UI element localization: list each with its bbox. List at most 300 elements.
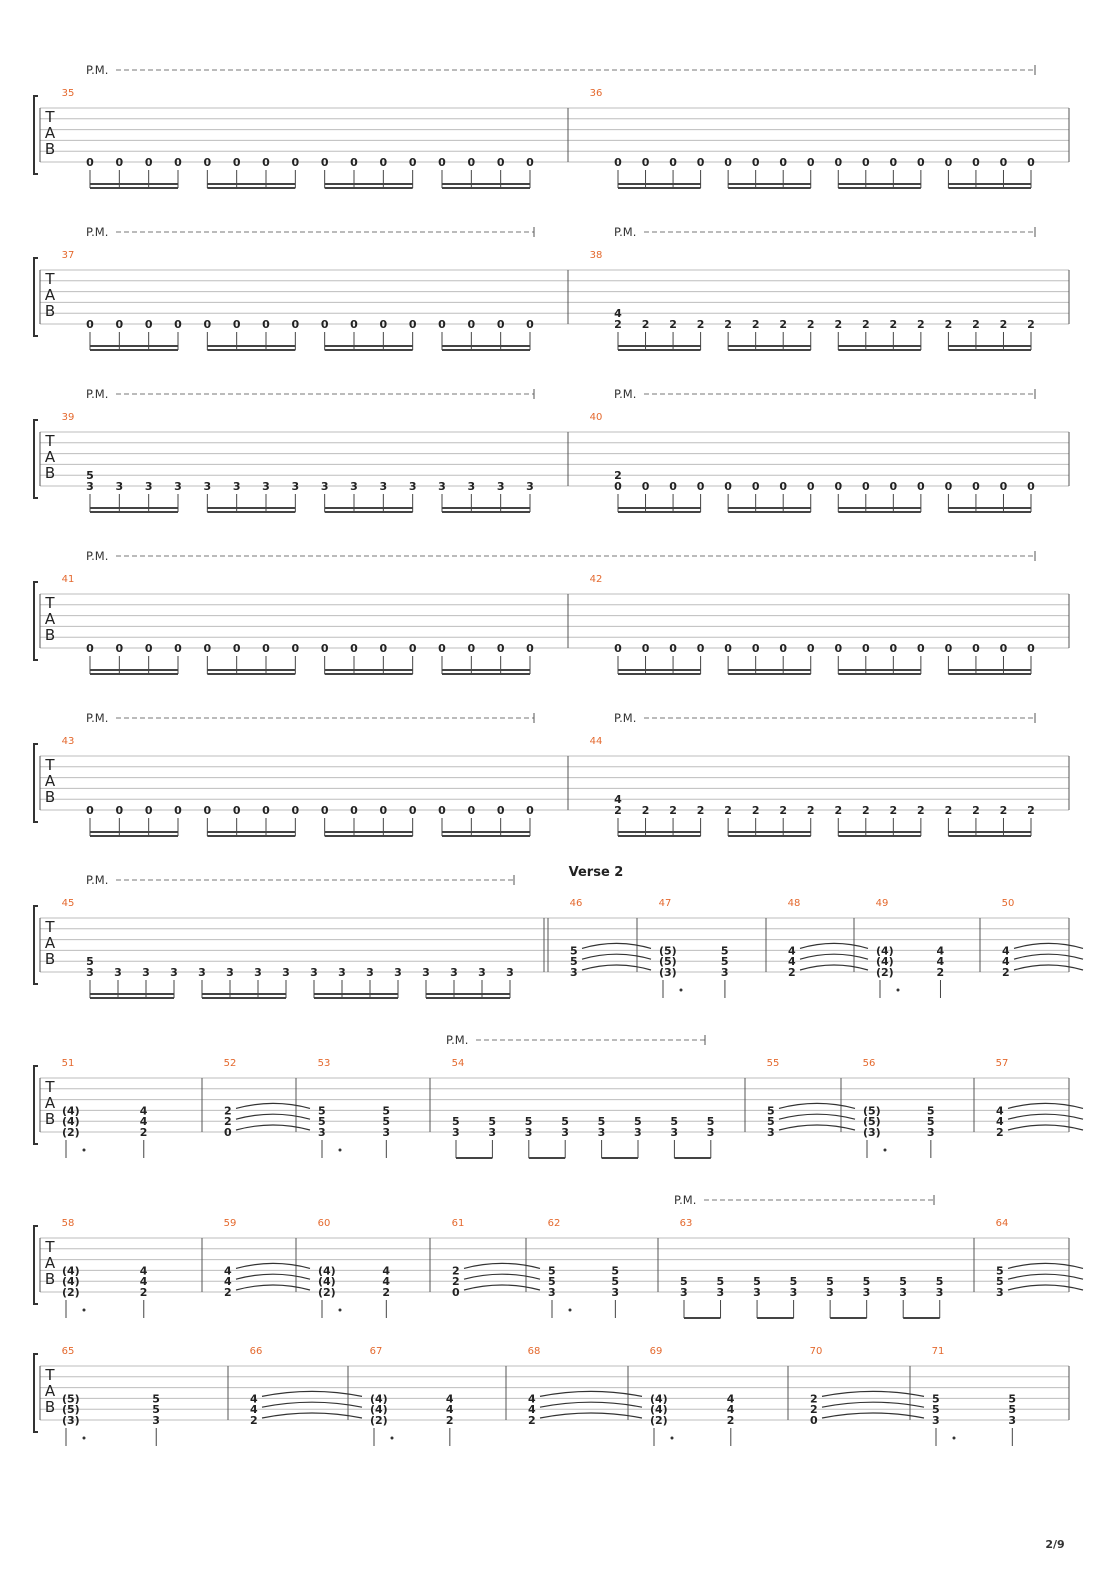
fret-number: 0 xyxy=(779,156,788,169)
palm-mute-label: P.M. xyxy=(86,873,109,887)
fret-number: 4 xyxy=(788,955,796,969)
fret-number: 2 xyxy=(726,1414,735,1427)
fret-number: 0 xyxy=(291,642,300,655)
fret-number: (2) xyxy=(62,1286,80,1299)
fret-number: 0 xyxy=(999,156,1008,169)
fret-number: 0 xyxy=(203,804,212,817)
fret-number: 3 xyxy=(1008,1414,1016,1427)
tab-clef-letter: A xyxy=(44,448,56,466)
bar-number: 46 xyxy=(569,898,583,909)
fret-number: 0 xyxy=(834,642,843,655)
fret-number: 0 xyxy=(696,642,705,655)
fret-number: 0 xyxy=(526,156,534,169)
fret-number: 4 xyxy=(224,1264,232,1278)
fret-number: 3 xyxy=(753,1286,761,1299)
fret-number: 4 xyxy=(139,1115,148,1129)
fret-number: 0 xyxy=(86,318,94,331)
fret-number: 0 xyxy=(262,156,270,169)
fret-number: 0 xyxy=(232,642,241,655)
fret-number: 5 xyxy=(767,1115,775,1129)
tab-clef-letter: T xyxy=(45,1238,55,1256)
palm-mute-label: P.M. xyxy=(86,387,109,401)
fret-number: 0 xyxy=(806,156,815,169)
fret-number: 0 xyxy=(779,480,788,493)
tie-arc xyxy=(582,954,651,959)
fret-number: 3 xyxy=(996,1286,1004,1299)
fret-number: 0 xyxy=(641,480,650,493)
fret-number: 5 xyxy=(548,1264,556,1278)
fret-number: 3 xyxy=(114,966,122,979)
bar-number: 42 xyxy=(589,574,603,585)
tab-clef-letter: A xyxy=(44,934,56,952)
fret-number: 2 xyxy=(641,318,650,331)
fret-number: (2) xyxy=(876,966,894,979)
page-number: 2/9 xyxy=(1045,1538,1065,1551)
fret-number: 3 xyxy=(670,1126,679,1139)
fret-number: 2 xyxy=(250,1414,258,1427)
tab-clef-letter: B xyxy=(44,1270,56,1288)
tab-clef-letter: A xyxy=(44,1254,56,1272)
fret-number: 5 xyxy=(318,1104,326,1118)
fret-number: 5 xyxy=(926,1104,935,1118)
fret-number: 5 xyxy=(634,1115,642,1129)
bar-number: 36 xyxy=(589,88,603,99)
fret-number: 0 xyxy=(144,804,153,817)
bar-number: 57 xyxy=(995,1058,1009,1069)
fret-number: 5 xyxy=(767,1104,775,1118)
tie-arc xyxy=(582,965,651,970)
dot xyxy=(671,1437,674,1440)
fret-number: 0 xyxy=(224,1126,232,1139)
bar-number: 48 xyxy=(787,898,801,909)
fret-number: 0 xyxy=(350,642,358,655)
fret-number: 3 xyxy=(382,1126,390,1139)
tab-clef-letter: T xyxy=(45,918,55,936)
tab-clef-letter: B xyxy=(44,302,56,320)
fret-number: 4 xyxy=(726,1392,735,1406)
bar-number: 35 xyxy=(61,88,75,99)
fret-number: 0 xyxy=(379,804,388,817)
fret-number: 2 xyxy=(944,804,953,817)
fret-number: 4 xyxy=(996,1104,1004,1118)
fret-number: 5 xyxy=(597,1115,606,1129)
fret-number: 0 xyxy=(438,318,446,331)
fret-number: 0 xyxy=(917,642,925,655)
fret-number: 5 xyxy=(753,1275,761,1289)
fret-number: 2 xyxy=(724,804,732,817)
system-bracket xyxy=(34,96,38,174)
fret-number: (4) xyxy=(62,1104,80,1118)
tie-arc xyxy=(800,965,868,970)
fret-number: 0 xyxy=(174,642,182,655)
fret-number: 0 xyxy=(496,804,505,817)
fret-number: 0 xyxy=(262,318,270,331)
tie-arc xyxy=(1008,1114,1083,1119)
fret-number: 5 xyxy=(382,1104,390,1118)
fret-number: 4 xyxy=(139,1264,148,1278)
fret-number: 2 xyxy=(528,1414,536,1427)
fret-number: 0 xyxy=(972,480,980,493)
fret-number: 3 xyxy=(86,480,94,493)
fret-number: 0 xyxy=(496,156,505,169)
fret-number: 3 xyxy=(716,1286,725,1299)
fret-number: 0 xyxy=(944,156,953,169)
fret-number: 3 xyxy=(226,966,234,979)
system-bracket xyxy=(34,582,38,660)
fret-number: 5 xyxy=(1008,1403,1016,1417)
tie-arc xyxy=(236,1263,310,1268)
tie-arc xyxy=(1014,965,1083,970)
fret-number: 3 xyxy=(634,1126,642,1139)
fret-number: (4) xyxy=(650,1403,668,1417)
bar-number: 55 xyxy=(766,1058,780,1069)
fret-number: 2 xyxy=(751,318,760,331)
fret-number: (5) xyxy=(62,1392,80,1406)
fret-number: (3) xyxy=(659,966,677,979)
fret-number: 0 xyxy=(496,318,505,331)
tie-arc xyxy=(540,1391,642,1396)
tab-clef-letter: T xyxy=(45,756,55,774)
fret-number: 3 xyxy=(366,966,374,979)
fret-number: 2 xyxy=(806,318,815,331)
fret-number: 2 xyxy=(917,804,925,817)
fret-number: 3 xyxy=(144,480,153,493)
fret-number: 3 xyxy=(597,1126,606,1139)
fret-number: 0 xyxy=(806,480,815,493)
dot xyxy=(83,1437,86,1440)
fret-number: 5 xyxy=(826,1275,834,1289)
fret-number: 2 xyxy=(1027,318,1035,331)
fret-number: 2 xyxy=(452,1264,460,1278)
fret-number: 0 xyxy=(751,642,760,655)
fret-number: 0 xyxy=(751,156,760,169)
fret-number: 2 xyxy=(779,318,788,331)
bar-number: 51 xyxy=(61,1058,75,1069)
fret-number: 0 xyxy=(408,318,417,331)
bar-number: 50 xyxy=(1001,898,1015,909)
system-bracket xyxy=(34,1226,38,1304)
fret-number: 0 xyxy=(526,318,534,331)
fret-number: 0 xyxy=(174,804,182,817)
fret-number: 0 xyxy=(467,804,476,817)
fret-number: 4 xyxy=(250,1403,258,1417)
bar-number: 44 xyxy=(589,736,603,747)
fret-number: 2 xyxy=(614,318,622,331)
dot xyxy=(339,1309,342,1312)
fret-number: 5 xyxy=(680,1275,688,1289)
fret-number: 0 xyxy=(467,642,476,655)
fret-number: 0 xyxy=(438,642,446,655)
fret-number: 0 xyxy=(438,156,446,169)
dot xyxy=(83,1149,86,1152)
fret-number: 0 xyxy=(86,156,94,169)
dot xyxy=(953,1437,956,1440)
fret-number: 4 xyxy=(1002,944,1010,958)
fret-number: 0 xyxy=(115,318,124,331)
fret-number: (4) xyxy=(62,1264,80,1278)
fret-number: 4 xyxy=(726,1403,735,1417)
dot xyxy=(83,1309,86,1312)
fret-number: 0 xyxy=(724,642,732,655)
fret-number: 0 xyxy=(203,318,212,331)
fret-number: 2 xyxy=(696,318,705,331)
fret-number: 3 xyxy=(706,1126,715,1139)
fret-number: 3 xyxy=(152,1414,160,1427)
tie-arc xyxy=(236,1285,310,1290)
section-label: Verse 2 xyxy=(568,865,624,880)
fret-number: 0 xyxy=(379,318,388,331)
fret-number: 2 xyxy=(382,1286,390,1299)
fret-number: 5 xyxy=(996,1275,1004,1289)
fret-number: 3 xyxy=(524,1126,533,1139)
bar-number: 69 xyxy=(649,1346,663,1357)
fret-number: 2 xyxy=(696,804,705,817)
fret-number: 0 xyxy=(144,318,153,331)
fret-number: 2 xyxy=(788,966,796,979)
palm-mute-label: P.M. xyxy=(614,711,637,725)
fret-number: 5 xyxy=(899,1275,907,1289)
dot xyxy=(339,1149,342,1152)
fret-number: 2 xyxy=(445,1414,454,1427)
fret-number: 4 xyxy=(788,944,796,958)
fret-number: 0 xyxy=(115,804,124,817)
fret-number: 2 xyxy=(889,804,898,817)
fret-number: 3 xyxy=(310,966,318,979)
fret-number: 0 xyxy=(496,642,505,655)
tab-clef-letter: B xyxy=(44,464,56,482)
tie-arc xyxy=(822,1391,924,1396)
bar-number: 45 xyxy=(61,898,75,909)
palm-mute-label: P.M. xyxy=(614,387,637,401)
system-bracket xyxy=(34,744,38,822)
fret-number: 0 xyxy=(115,156,124,169)
fret-number: 0 xyxy=(86,642,94,655)
fret-number: 4 xyxy=(996,1115,1004,1129)
fret-number: 2 xyxy=(1002,966,1010,979)
fret-number: 2 xyxy=(861,804,870,817)
fret-number: 2 xyxy=(224,1286,232,1299)
fret-number: 3 xyxy=(262,480,270,493)
fret-number: 3 xyxy=(926,1126,935,1139)
fret-number: 3 xyxy=(450,966,458,979)
tie-arc xyxy=(822,1413,924,1418)
tab-clef-letter: B xyxy=(44,1398,56,1416)
fret-number: 0 xyxy=(350,156,358,169)
fret-number: 5 xyxy=(670,1115,679,1129)
tie-arc xyxy=(262,1402,362,1407)
fret-number: 5 xyxy=(318,1115,326,1129)
tie-arc xyxy=(800,954,868,959)
fret-number: 3 xyxy=(789,1286,798,1299)
fret-number: 0 xyxy=(751,480,760,493)
fret-number: 3 xyxy=(115,480,124,493)
tie-arc xyxy=(540,1413,642,1418)
tab-clef-letter: T xyxy=(45,1366,55,1384)
fret-number: (3) xyxy=(62,1414,80,1427)
tie-arc xyxy=(800,943,868,948)
fret-number: 0 xyxy=(889,642,898,655)
fret-number: 4 xyxy=(382,1264,390,1278)
fret-number: 2 xyxy=(917,318,925,331)
bar-number: 62 xyxy=(547,1218,561,1229)
fret-number: 2 xyxy=(224,1104,232,1118)
tab-clef-letter: B xyxy=(44,626,56,644)
bar-number: 53 xyxy=(317,1058,331,1069)
bar-number: 68 xyxy=(527,1346,541,1357)
fret-number: 2 xyxy=(139,1286,148,1299)
tie-arc xyxy=(464,1274,540,1279)
fret-number: 2 xyxy=(972,318,980,331)
fret-number: 5 xyxy=(926,1115,935,1129)
fret-number: 0 xyxy=(438,804,446,817)
fret-number: 0 xyxy=(320,642,329,655)
fret-number: (5) xyxy=(659,955,677,969)
fret-number: 0 xyxy=(834,480,843,493)
system-bracket xyxy=(34,1066,38,1144)
bar-number: 60 xyxy=(317,1218,331,1229)
fret-number: 2 xyxy=(999,804,1008,817)
fret-number: 2 xyxy=(936,966,945,979)
bar-number: 71 xyxy=(931,1346,945,1357)
fret-number: (5) xyxy=(863,1104,881,1118)
tab-clef-letter: B xyxy=(44,788,56,806)
fret-number: 3 xyxy=(174,480,182,493)
fret-number: 0 xyxy=(696,480,705,493)
fret-number: 4 xyxy=(445,1392,454,1406)
fret-number: 5 xyxy=(611,1264,620,1278)
fret-number: 3 xyxy=(526,480,534,493)
fret-number: 0 xyxy=(834,156,843,169)
fret-number: 2 xyxy=(889,318,898,331)
dot xyxy=(569,1309,572,1312)
fret-number: 5 xyxy=(86,469,94,482)
bar-number: 59 xyxy=(223,1218,237,1229)
fret-number: 2 xyxy=(751,804,760,817)
dot xyxy=(391,1437,394,1440)
fret-number: 0 xyxy=(1027,156,1035,169)
fret-number: 5 xyxy=(935,1275,944,1289)
fret-number: 0 xyxy=(467,318,476,331)
fret-number: 4 xyxy=(1002,955,1010,969)
fret-number: 4 xyxy=(139,1275,148,1289)
fret-number: 0 xyxy=(999,642,1008,655)
fret-number: 5 xyxy=(152,1403,160,1417)
tab-clef-letter: T xyxy=(45,270,55,288)
fret-number: 2 xyxy=(999,318,1008,331)
fret-number: 3 xyxy=(379,480,388,493)
fret-number: (4) xyxy=(318,1275,336,1289)
fret-number: 0 xyxy=(1027,642,1035,655)
fret-number: 0 xyxy=(669,156,677,169)
fret-number: 0 xyxy=(1027,480,1035,493)
fret-number: 0 xyxy=(174,318,182,331)
fret-number: (2) xyxy=(318,1286,336,1299)
fret-number: 0 xyxy=(641,156,650,169)
fret-number: 0 xyxy=(144,156,153,169)
bar-number: 61 xyxy=(451,1218,465,1229)
fret-number: 3 xyxy=(203,480,212,493)
fret-number: 0 xyxy=(972,642,980,655)
fret-number: 3 xyxy=(767,1126,775,1139)
fret-number: 0 xyxy=(861,642,870,655)
fret-number: (4) xyxy=(650,1392,668,1406)
tie-arc xyxy=(1014,943,1083,948)
fret-number: 3 xyxy=(452,1126,460,1139)
tab-clef-letter: T xyxy=(45,1078,55,1096)
fret-number: (2) xyxy=(370,1414,388,1427)
fret-number: 0 xyxy=(291,804,300,817)
fret-number: 0 xyxy=(641,642,650,655)
fret-number: 0 xyxy=(452,1286,460,1299)
fret-number: 0 xyxy=(724,156,732,169)
fret-number: 2 xyxy=(641,804,650,817)
fret-number: 3 xyxy=(932,1414,940,1427)
fret-number: 0 xyxy=(944,642,953,655)
fret-number: 5 xyxy=(862,1275,871,1289)
tie-arc xyxy=(822,1402,924,1407)
fret-number: 5 xyxy=(488,1115,497,1129)
fret-number: 0 xyxy=(408,804,417,817)
fret-number: 0 xyxy=(350,804,358,817)
tab-clef-letter: B xyxy=(44,950,56,968)
fret-number: 4 xyxy=(382,1275,390,1289)
system-bracket xyxy=(34,1354,38,1432)
bar-number: 70 xyxy=(809,1346,823,1357)
fret-number: 0 xyxy=(810,1414,818,1427)
fret-number: 0 xyxy=(526,804,534,817)
tie-arc xyxy=(464,1285,540,1290)
fret-number: 3 xyxy=(291,480,300,493)
fret-number: 0 xyxy=(889,480,898,493)
fret-number: (3) xyxy=(863,1126,881,1139)
fret-number: 3 xyxy=(320,480,329,493)
system-bracket xyxy=(34,420,38,498)
fret-number: (4) xyxy=(370,1392,388,1406)
fret-number: 0 xyxy=(86,804,94,817)
palm-mute-label: P.M. xyxy=(86,225,109,239)
fret-number: 3 xyxy=(611,1286,620,1299)
tie-arc xyxy=(1014,954,1083,959)
tab-clef-letter: A xyxy=(44,286,56,304)
fret-number: 0 xyxy=(696,156,705,169)
tab-clef-letter: B xyxy=(44,1110,56,1128)
fret-number: 0 xyxy=(614,642,622,655)
fret-number: 4 xyxy=(936,944,945,958)
fret-number: 5 xyxy=(452,1115,460,1129)
fret-number: 0 xyxy=(861,480,870,493)
fret-number: 5 xyxy=(382,1115,390,1129)
fret-number: 0 xyxy=(999,480,1008,493)
fret-number: 3 xyxy=(318,1126,326,1139)
fret-number: (5) xyxy=(62,1403,80,1417)
fret-number: 2 xyxy=(996,1126,1004,1139)
bar-number: 66 xyxy=(249,1346,263,1357)
fret-number: 3 xyxy=(899,1286,907,1299)
fret-number: 5 xyxy=(720,944,729,958)
fret-number: 0 xyxy=(806,642,815,655)
fret-number: 3 xyxy=(488,1126,497,1139)
fret-number: 3 xyxy=(438,480,446,493)
fret-number: 2 xyxy=(972,804,980,817)
fret-number: 4 xyxy=(614,307,622,320)
fret-number: 3 xyxy=(478,966,486,979)
fret-number: 2 xyxy=(810,1392,818,1406)
fret-number: 4 xyxy=(224,1275,232,1289)
bar-number: 63 xyxy=(679,1218,693,1229)
tie-arc xyxy=(582,943,651,948)
tab-clef-letter: B xyxy=(44,140,56,158)
fret-number: (2) xyxy=(62,1126,80,1139)
